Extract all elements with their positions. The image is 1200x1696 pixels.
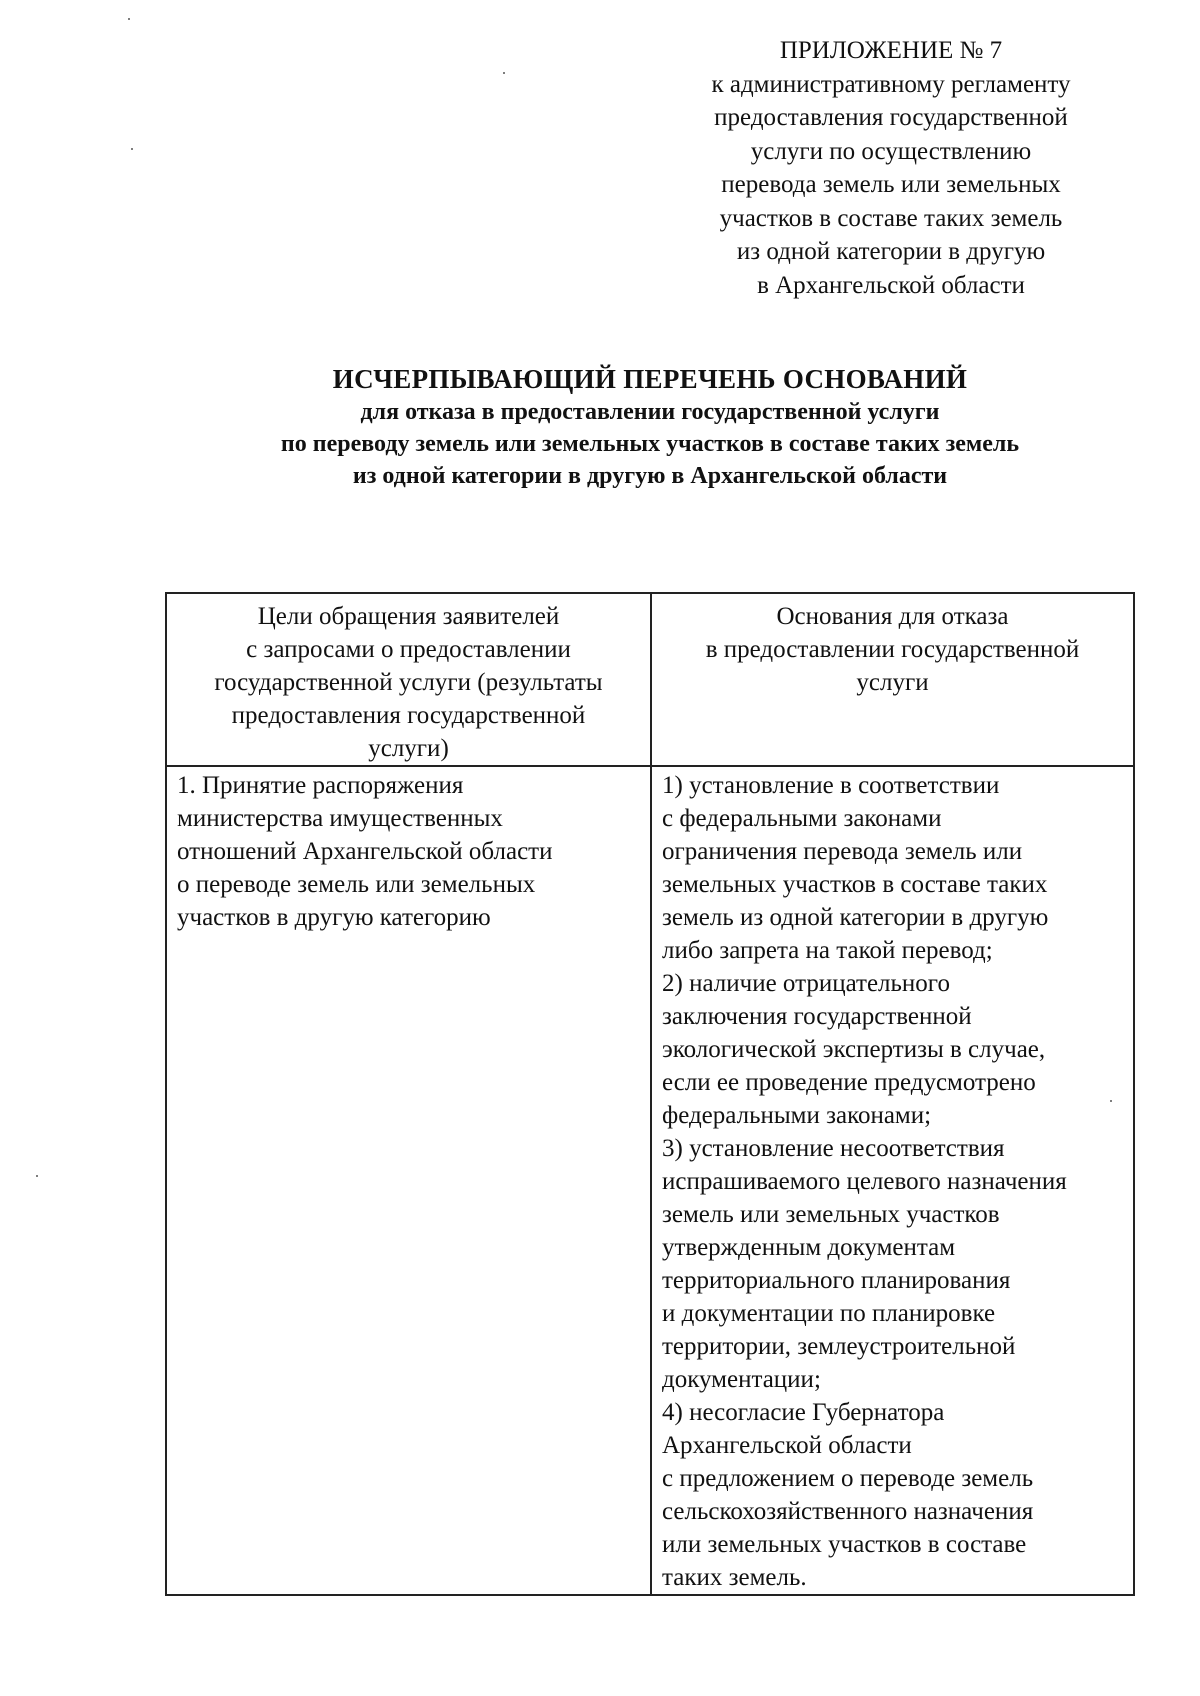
grounds-line: документации; bbox=[662, 1366, 821, 1393]
grounds-line: территории, землеустроительной bbox=[662, 1333, 1016, 1360]
grounds-line: испрашиваемого целевого назначения bbox=[662, 1168, 1067, 1195]
grounds-line: 3) установление несоответствия bbox=[662, 1135, 1005, 1162]
scan-speck bbox=[36, 1175, 38, 1177]
grounds-line: 1) установление в соответствии bbox=[662, 772, 1000, 799]
header-line: Цели обращения заявителей bbox=[257, 603, 560, 630]
goal-cell bbox=[166, 766, 651, 1595]
grounds-line: 4) несогласие Губернатора bbox=[662, 1399, 945, 1426]
grounds-line: земель из одной категории в другую bbox=[662, 904, 1049, 931]
annex-block bbox=[676, 34, 1106, 302]
header-line: с запросами о предоставлении bbox=[246, 636, 571, 663]
grounds-line: если ее проведение предусмотрено bbox=[662, 1069, 1036, 1096]
goal-line: 1. Принятие распоряжения bbox=[177, 772, 464, 799]
annex-line: из одной категории в другую bbox=[736, 238, 1046, 265]
grounds-line: земельных участков в составе таких bbox=[662, 871, 1048, 898]
annex-line: услуги по осуществлению bbox=[750, 137, 1032, 165]
grounds-line: и документации по планировке bbox=[662, 1300, 996, 1327]
scan-speck bbox=[131, 148, 133, 150]
document-title: ИСЧЕРПЫВАЮЩИЙ ПЕРЕЧЕНЬ ОСНОВАНИЙ bbox=[332, 364, 968, 394]
grounds-line: заключения государственной bbox=[662, 1003, 972, 1030]
annex-line: участков в составе таких земель bbox=[719, 204, 1063, 232]
grounds-line: 2) наличие отрицательного bbox=[662, 970, 950, 997]
table-header-row bbox=[166, 593, 1134, 766]
grounds-line: ограничения перевода земель или bbox=[662, 838, 1023, 865]
header-line: государственной услуги (результаты bbox=[214, 669, 603, 696]
grounds-line: территориального планирования bbox=[662, 1267, 1011, 1294]
grounds-line: с предложением о переводе земель bbox=[662, 1465, 1034, 1492]
scan-speck bbox=[128, 18, 130, 20]
grounds-table bbox=[165, 592, 1135, 1596]
document-heading bbox=[150, 362, 1150, 492]
header-line: в предоставлении государственной bbox=[705, 636, 1080, 663]
annex-line: к административному регламенту bbox=[711, 70, 1071, 98]
annex-line: предоставления государственной bbox=[714, 104, 1068, 131]
grounds-line: сельскохозяйственного назначения bbox=[662, 1498, 1034, 1525]
grounds-cell bbox=[651, 766, 1134, 1595]
annex-line: в Архангельской области bbox=[757, 271, 1025, 299]
goal-line: отношений Архангельской области bbox=[177, 838, 553, 865]
grounds-line: утвержденным документам bbox=[662, 1234, 956, 1261]
header-line: услуги bbox=[856, 669, 929, 696]
grounds-line: экологической экспертизы в случае, bbox=[662, 1036, 1046, 1063]
header-cell-goals bbox=[166, 593, 651, 766]
grounds-line: таких земель. bbox=[662, 1564, 807, 1591]
document-subtitle-line: из одной категории в другую в Архангельской области bbox=[352, 463, 948, 489]
grounds-line: либо запрета на такой перевод; bbox=[662, 937, 993, 964]
header-line: услуги) bbox=[368, 735, 449, 762]
grounds-line: или земельных участков в составе bbox=[662, 1531, 1027, 1558]
goal-line: о переводе земель или земельных bbox=[177, 871, 536, 898]
document-subtitle-line: по переводу земель или земельных участков в составе таких земель bbox=[280, 431, 1020, 457]
grounds-line: Архангельской области bbox=[662, 1432, 912, 1459]
header-line: Основания для отказа bbox=[776, 603, 1009, 630]
goal-line: участков в другую категорию bbox=[177, 904, 491, 931]
grounds-line: земель или земельных участков bbox=[662, 1201, 1000, 1228]
scan-speck bbox=[503, 72, 505, 74]
document-subtitle-line: для отказа в предоставлении государственной услуги bbox=[360, 399, 940, 425]
annex-number: ПРИЛОЖЕНИЕ № 7 bbox=[779, 37, 1003, 64]
header-line: предоставления государственной bbox=[231, 702, 586, 729]
header-cell-grounds bbox=[651, 593, 1134, 766]
grounds-line: с федеральными законами bbox=[662, 805, 942, 832]
goal-line: министерства имущественных bbox=[177, 805, 503, 832]
grounds-line: федеральными законами; bbox=[662, 1102, 932, 1129]
table-row bbox=[166, 766, 1134, 1595]
annex-line: перевода земель или земельных bbox=[721, 171, 1061, 198]
scan-speck bbox=[1110, 1100, 1112, 1102]
